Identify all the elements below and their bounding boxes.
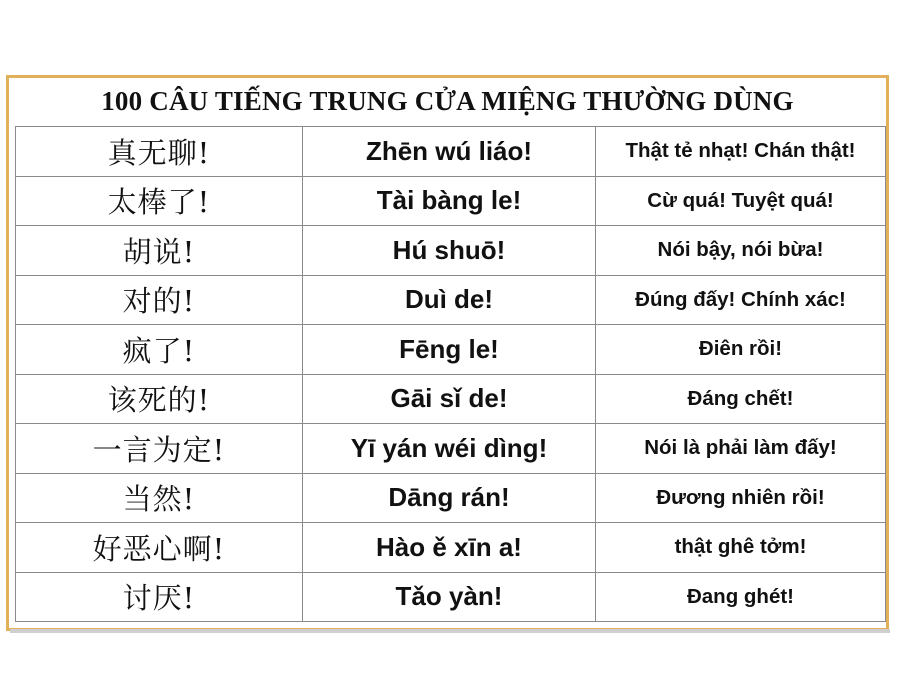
chinese-cell: 对的! [16, 275, 303, 325]
table-row [16, 127, 886, 177]
table-row [16, 523, 886, 573]
pinyin-cell: Duì de! [303, 275, 596, 325]
table-row [16, 325, 886, 375]
chinese-cell: 好恶心啊! [16, 523, 303, 573]
chinese-cell: 该死的! [16, 374, 303, 424]
vietnamese-cell: Đúng đấy! Chính xác! [596, 275, 886, 325]
chinese-cell: 讨厌! [16, 572, 303, 622]
table-row [16, 275, 886, 325]
chinese-cell: 疯了! [16, 325, 303, 375]
table-row [16, 226, 886, 276]
table-row [16, 176, 886, 226]
chinese-cell: 当然! [16, 473, 303, 523]
vietnamese-cell: Đáng chết! [596, 374, 886, 424]
vietnamese-cell: Cừ quá! Tuyệt quá! [596, 176, 886, 226]
table-row [16, 424, 886, 474]
pinyin-cell: Tǎo yàn! [303, 572, 596, 622]
pinyin-cell: Tài bàng le! [303, 176, 596, 226]
card-shadow [10, 629, 890, 633]
chinese-cell: 太棒了! [16, 176, 303, 226]
phrase-card [6, 75, 889, 631]
vietnamese-cell: Điên rồi! [596, 325, 886, 375]
vietnamese-cell: Đương nhiên rồi! [596, 473, 886, 523]
pinyin-cell: Gāi sǐ de! [303, 374, 596, 424]
vietnamese-cell: thật ghê tởm! [596, 523, 886, 573]
vietnamese-cell: Nói là phải làm đấy! [596, 424, 886, 474]
pinyin-cell: Zhēn wú liáo! [303, 127, 596, 177]
pinyin-cell: Yī yán wéi dìng! [303, 424, 596, 474]
pinyin-cell: Dāng rán! [303, 473, 596, 523]
page-title: 100 CÂU TIẾNG TRUNG CỬA MIỆNG THƯỜNG DÙNG [101, 86, 794, 116]
table-row [16, 473, 886, 523]
chinese-cell: 一言为定! [16, 424, 303, 474]
table-row [16, 572, 886, 622]
pinyin-cell: Hú shuō! [303, 226, 596, 276]
vietnamese-cell: Đang ghét! [596, 572, 886, 622]
table-row [16, 374, 886, 424]
chinese-cell: 胡说! [16, 226, 303, 276]
vietnamese-cell: Thật tẻ nhạt! Chán thật! [596, 127, 886, 177]
chinese-cell: 真无聊! [16, 127, 303, 177]
vietnamese-cell: Nói bậy, nói bừa! [596, 226, 886, 276]
phrase-table [15, 126, 886, 622]
pinyin-cell: Hào ě xīn a! [303, 523, 596, 573]
pinyin-cell: Fēng le! [303, 325, 596, 375]
